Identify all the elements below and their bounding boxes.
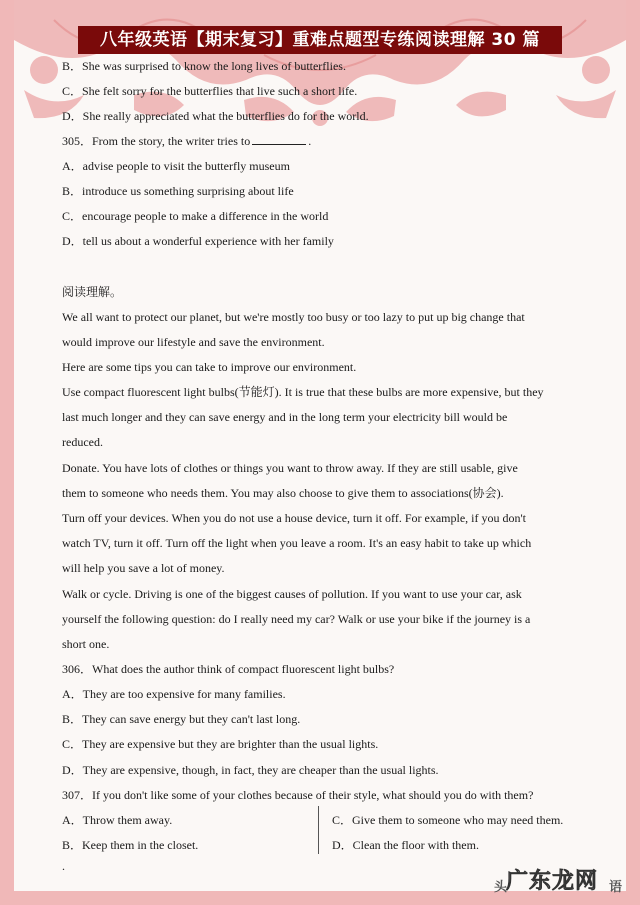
question-307-option-b: B．Keep them in the closet. (62, 838, 199, 852)
page-title: 八年级英语【期末复习】重难点题型专练阅读理解 30 篇 (78, 26, 562, 54)
passage-line: short one. (62, 637, 110, 651)
question-305-option-c: C．encourage people to make a difference in the world (62, 209, 329, 223)
question-306-stem: 306．What does the author think of compact fluorescent light bulbs? (62, 662, 395, 676)
passage-line: reduced. (62, 435, 103, 449)
question-305-stem-end: . (308, 134, 312, 148)
prev-option-d: D．She really appreciated what the butterflies do for the world. (62, 109, 369, 123)
question-305-stem-text: 305．From the story, the writer tries to (62, 134, 251, 148)
prev-option-c: C．She felt sorry for the butterflies that live such a short life. (62, 84, 358, 98)
question-307-option-c: C．Give them to someone who may need them. (332, 813, 564, 827)
question-307-option-a: A．Throw them away. (62, 813, 173, 827)
prev-option-b: B．She was surprised to know the long lives of butterflies. (62, 59, 346, 73)
passage-line: yourself the following question: do I really need my car? Walk or use your bike if the journey is a (62, 612, 531, 626)
question-307-option-d: D．Clean the floor with them. (332, 838, 479, 852)
passage-line: Turn off your devices. When you do not use a house device, turn it off. For example, if you don't (62, 511, 526, 525)
passage-line: Donate. You have lots of clothes or things you want to throw away. If they are still usable, give (62, 461, 518, 475)
passage-line: Use compact fluorescent light bulbs(节能灯). It is true that these bulbs are more expensive, but they (62, 385, 544, 399)
question-307-stem: 307．If you don't like some of your clothes because of their style, what should you do with them? (62, 788, 534, 802)
passage-line: would improve our lifestyle and save the environment. (62, 335, 325, 349)
passage-line: Walk or cycle. Driving is one of the biggest causes of pollution. If you want to use your car, ask (62, 587, 522, 601)
question-305-stem (62, 133, 311, 149)
question-306-option-b: B．They can save energy but they can't last long. (62, 712, 301, 726)
passage-line: them to someone who needs them. You may also choose to give them to associations(协会). (62, 486, 504, 500)
answer-blank (252, 134, 306, 145)
passage-line: last much longer and they can save energy and in the long term your electricity bill would be (62, 410, 508, 424)
trailing-mark: . (62, 859, 65, 873)
question-306-option-a: A．They are too expensive for many families. (62, 687, 286, 701)
passage-heading: 阅读理解。 (62, 285, 123, 299)
option-divider (318, 806, 319, 854)
question-306-option-d: D．They are expensive, though, in fact, they are cheaper than the usual lights. (62, 763, 439, 777)
watermark-logo-text: 广东龙网 (506, 869, 599, 894)
question-305-option-b: B．introduce us something surprising about life (62, 184, 294, 198)
watermark (492, 862, 626, 902)
passage-line: We all want to protect our planet, but we're mostly too busy or too lazy to put up big change that (62, 310, 525, 324)
watermark-right-fragment: 语 (608, 880, 622, 895)
question-305-option-d: D．tell us about a wonderful experience with her family (62, 234, 334, 248)
passage-line: will help you save a lot of money. (62, 561, 225, 575)
question-305-option-a: A．advise people to visit the butterfly museum (62, 159, 290, 173)
passage-line: Here are some tips you can take to improve our environment. (62, 360, 357, 374)
watermark-left-fragment: 头 (494, 880, 508, 895)
question-306-option-c: C．They are expensive but they are brighter than the usual lights. (62, 737, 379, 751)
passage-line: watch TV, turn it off. Turn off the light when you leave a room. It's an easy habit to take up which (62, 536, 532, 550)
